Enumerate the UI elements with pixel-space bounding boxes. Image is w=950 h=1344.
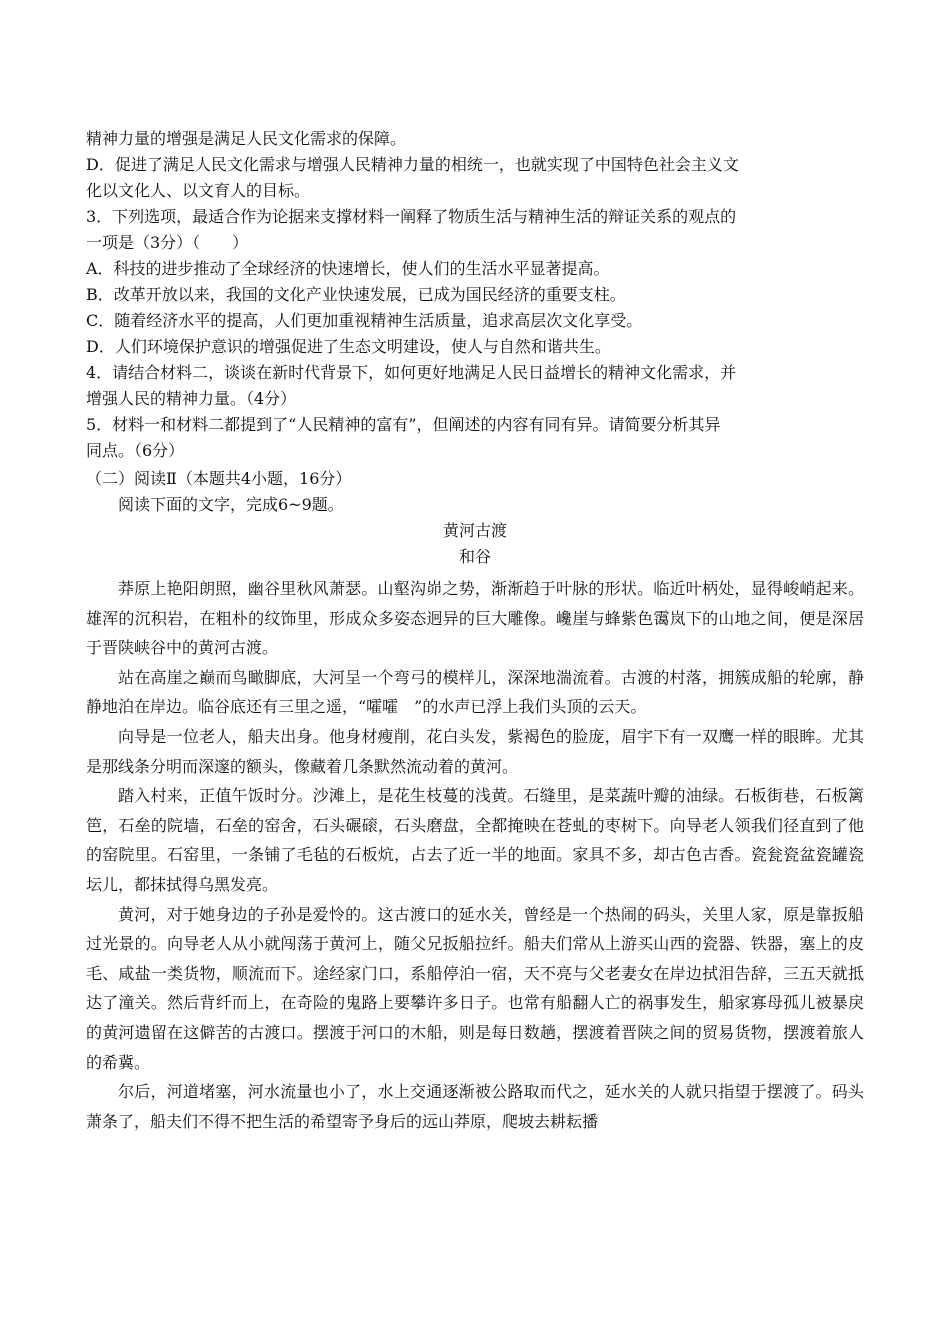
document-page <box>86 126 864 1136</box>
question-3-stem: 3．下列选项，最适合作为论据来支撑材料一阐释了物质生活与精神生活的辩证关系的观点的 <box>86 207 737 226</box>
article-paragraph: 黄河，对于她身边的子孙是爱怜的。这古渡口的延水关，曾经是一个热闹的码头，关里人家，原是靠扳船过光景的。向导老人从小就闯荡于黄河上，随父兄扳船拉纤。船夫们常从上游买山西的瓷器、铁器，塞上的皮毛、咸盐一类货物，顺流而下。途经家门口，系船停泊一宿，天不亮与父老妻女在岸边拭泪告辞，三五天就抵达了潼关。然后背纤而上，在奇险的鬼路上要攀许多日子。也常有船翻人亡的祸事发生，船家寡母孤儿被暴戾的黄河遗留在这僻苦的古渡口。摆渡于河口的木船，则是每日数趟，摆渡着晋陕之间的贸易货物，摆渡着旅人的希冀。 <box>86 904 864 1072</box>
question-5: 5．材料一和材料二都提到了“人民精神的富有”，但阐述的内容有同有异。请简要分析其异 <box>86 415 721 434</box>
section-heading: （二）阅读Ⅱ（本题共4小题，16分） <box>86 469 352 488</box>
text-line: 精神力量的增强是满足人民文化需求的保障。 <box>86 129 407 148</box>
option-b: B．改革开放以来，我国的文化产业快速发展，已成为国民经济的重要支柱。 <box>86 285 626 304</box>
option-a: A．科技的进步推动了全球经济的快速增长，使人们的生活水平显著提高。 <box>86 259 610 278</box>
article-paragraph: 站在高崖之巅而鸟瞰脚底，大河呈一个弯弓的模样儿，深深地湍流着。古渡的村落，拥簇成船的轮廓，静静地泊在岸边。临谷底还有三里之遥，“嚯嚯 ”的水声已浮上我们头顶的云天。 <box>86 667 864 717</box>
question-4: 4．请结合材料二，谈谈在新时代背景下，如何更好地满足人民日益增长的精神文化需求，并 <box>86 363 737 382</box>
article-paragraph: 尔后，河道堵塞，河水流量也小了，水上交通逐渐被公路取而代之，延水关的人就只指望于摆渡了。码头萧条了，船夫们不得不把生活的希望寄予身后的远山莽原，爬坡去耕耘播 <box>86 1082 864 1131</box>
article-author: 和谷 <box>458 547 491 566</box>
article-paragraph: 踏入村来，正值午饭时分。沙滩上，是花生枝蔓的浅黄。石缝里，是菜蔬叶瓣的油绿。石板街巷，石板篱笆，石垒的院墙，石垒的窑舍，石头碾磙，石头磨盘，全都掩映在苍虬的枣树下。向导老人领我们径直到了他的窑院里。石窑里，一条铺了毛毡的石板炕，占去了近一半的地面。家具不多，却古色古香。瓷瓮瓷盆瓷罐瓷坛儿，都抹拭得乌黑发亮。 <box>86 786 864 894</box>
article-paragraph: 向导是一位老人，船夫出身。他身材瘦削，花白头发，紫褐色的脸庞，眉宇下有一双鹰一样的眼眸。尤其是那线条分明而深邃的额头，像藏着几条默然流动着的黄河。 <box>86 726 864 776</box>
article-title: 黄河古渡 <box>442 521 507 540</box>
article-paragraph: 莽原上艳阳朗照，幽谷里秋风萧瑟。山壑沟峁之势，渐渐趋于叶脉的形状。临近叶柄处，显得峻峭起来。雄浑的沉积岩，在粗朴的纹饰里，形成众多姿态迥异的巨大雕像。巉崖与蜂紫色霭岚下的山地之间，便是深居于晋陕峡谷中的黄河古渡。 <box>86 579 864 658</box>
text-line: D．促进了满足人民文化需求与增强人民精神力量的相统一，也就实现了中国特色社会主义文 <box>86 155 739 174</box>
question-4-cont: 增强人民的精神力量。（4分） <box>86 389 297 408</box>
question-3-stem-cont: 一项是（3分）（ ） <box>86 233 249 252</box>
text-line: 化以文化人、以文育人的目标。 <box>86 181 311 200</box>
option-c: C．随着经济水平的提高，人们更加重视精神生活质量，追求高层次文化享受。 <box>86 311 643 330</box>
reading-instruction: 阅读下面的文字，完成6~9题。 <box>118 495 344 514</box>
option-d: D．人们环境保护意识的增强促进了生态文明建设，使人与自然和谐共生。 <box>86 337 611 356</box>
question-5-cont: 同点。（6分） <box>86 441 185 460</box>
